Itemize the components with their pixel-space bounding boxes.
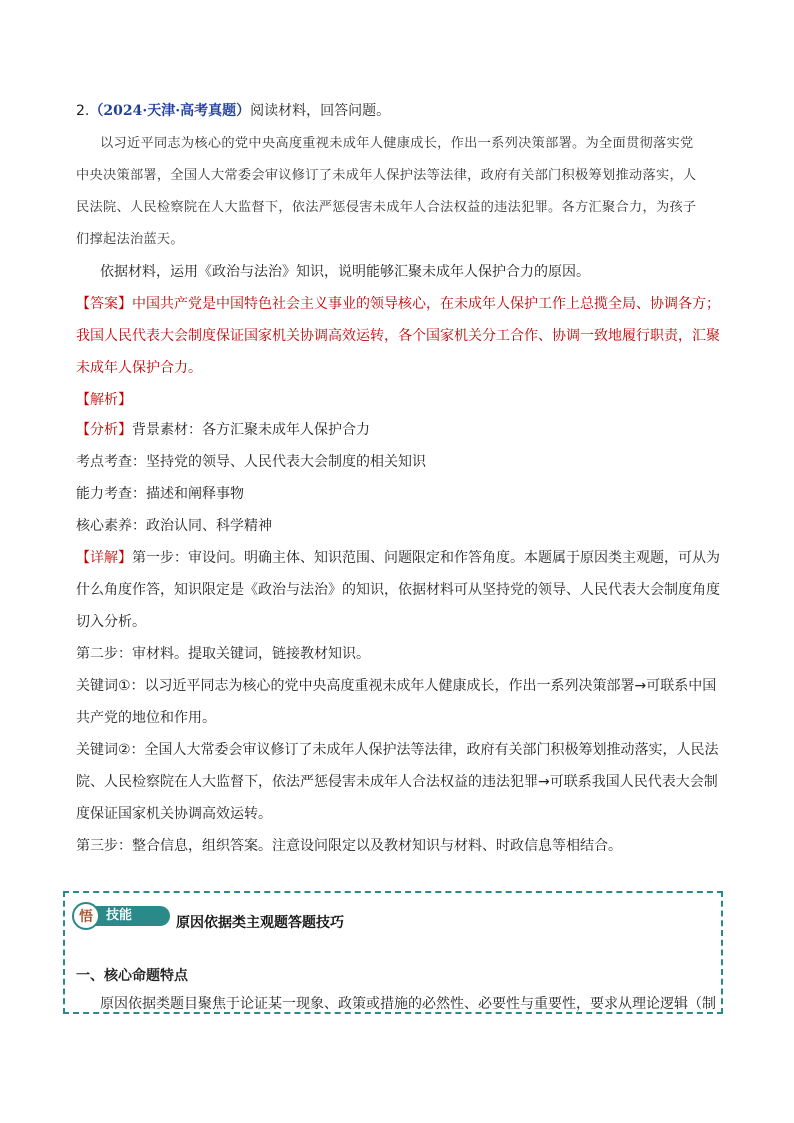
material-line-4: 们撑起法治蓝天。	[76, 232, 184, 247]
skill-section-1-text: 原因依据类题目聚焦于论证某一现象、政策或措施的必然性、必要性与重要性，要求从理论逻辑（制	[100, 996, 716, 1012]
keyword-2-line-2: 院、人民检察院在人大监督下，依法严惩侵害未成年人合法权益的违法犯罪→可联系我国人民代表大会制	[76, 774, 718, 790]
question-title	[76, 101, 726, 121]
xiangjie-line-2: 什么角度作答，知识限定是《政治与法治》的知识，依据材料可从坚持党的领导、人民代表大会制度角度	[76, 582, 720, 598]
xiangjie-line-3: 切入分析。	[76, 614, 146, 630]
analysis-suyang: 核心素养：政治认同、科学精神	[76, 518, 272, 534]
material-line-2: 中央决策部署，全国人大常委会审议修订了未成年人保护法等法律，政府有关部门积极筹划推动落实，人	[76, 168, 697, 183]
answer-line-1: 【答案】中国共产党是中国特色社会主义事业的领导核心，在未成年人保护工作上总揽全局、协调各方；	[76, 296, 720, 312]
keyword-2-line-3: 度保证国家机关协调高效运转。	[76, 806, 272, 822]
question-source: （2024·天津·高考真题）	[89, 103, 251, 119]
xiangjie-tag: 【详解】	[76, 550, 132, 566]
material-line-1: 以习近平同志为核心的党中央高度重视未成年人健康成长，作出一系列决策部署。为全面贯彻落实党	[100, 136, 694, 151]
fenxi-tag: 【分析】	[76, 422, 132, 438]
analysis-fenxi: 【分析】背景素材：各方汇聚未成年人保护合力	[76, 422, 370, 438]
answer-line-2: 我国人民代表大会制度保证国家机关协调高效运转，各个国家机关分工合作、协调一致地履行职责，汇聚	[76, 328, 720, 344]
keyword-1-line-1: 关键词①：以习近平同志为核心的党中央高度重视未成年人健康成长，作出一系列决策部署→可联系中国	[76, 678, 717, 694]
material-line-3: 民法院、人民检察院在人大监督下，依法严惩侵害未成年人合法权益的违法犯罪。各方汇聚合力，为孩子	[76, 200, 697, 215]
answer-line-3: 未成年人保护合力。	[76, 360, 202, 376]
step-2: 第二步：审材料。提取关键词，链接教材知识。	[76, 646, 370, 662]
skill-section-1-heading: 一、核心命题特点	[76, 968, 188, 984]
analysis-tag: 【解析】	[76, 392, 132, 408]
task-line: 依据材料，运用《政治与法治》知识，说明能够汇聚未成年人保护合力的原因。	[100, 264, 590, 280]
step-3: 第三步：整合信息，组织答案。注意设问限定以及教材知识与材料、时政信息等相结合。	[76, 838, 622, 854]
keyword-1-line-2: 共产党的地位和作用。	[76, 710, 216, 726]
question-prompt: 阅读材料，回答问题。	[250, 103, 391, 119]
keyword-2-line-1: 关键词②：全国人大常委会审议修订了未成年人保护法等法律，政府有关部门积极筹划推动落实，人民法	[76, 742, 719, 758]
xiangjie-line-1: 【详解】第一步：审设问。明确主体、知识范围、问题限定和作答角度。本题属于原因类主观题，可从为	[76, 550, 720, 566]
question-number: 2.	[76, 103, 90, 119]
skill-badge-label: 技能	[86, 906, 170, 926]
skill-badge	[72, 902, 170, 930]
answer-tag: 【答案】	[76, 296, 132, 312]
skill-badge-icon: 悟	[72, 902, 100, 930]
skill-title: 原因依据类主观题答题技巧	[176, 915, 344, 931]
analysis-kaodian: 考点考查：坚持党的领导、人民代表大会制度的相关知识	[76, 454, 426, 470]
analysis-nengli: 能力考查：描述和阐释事物	[76, 486, 244, 502]
